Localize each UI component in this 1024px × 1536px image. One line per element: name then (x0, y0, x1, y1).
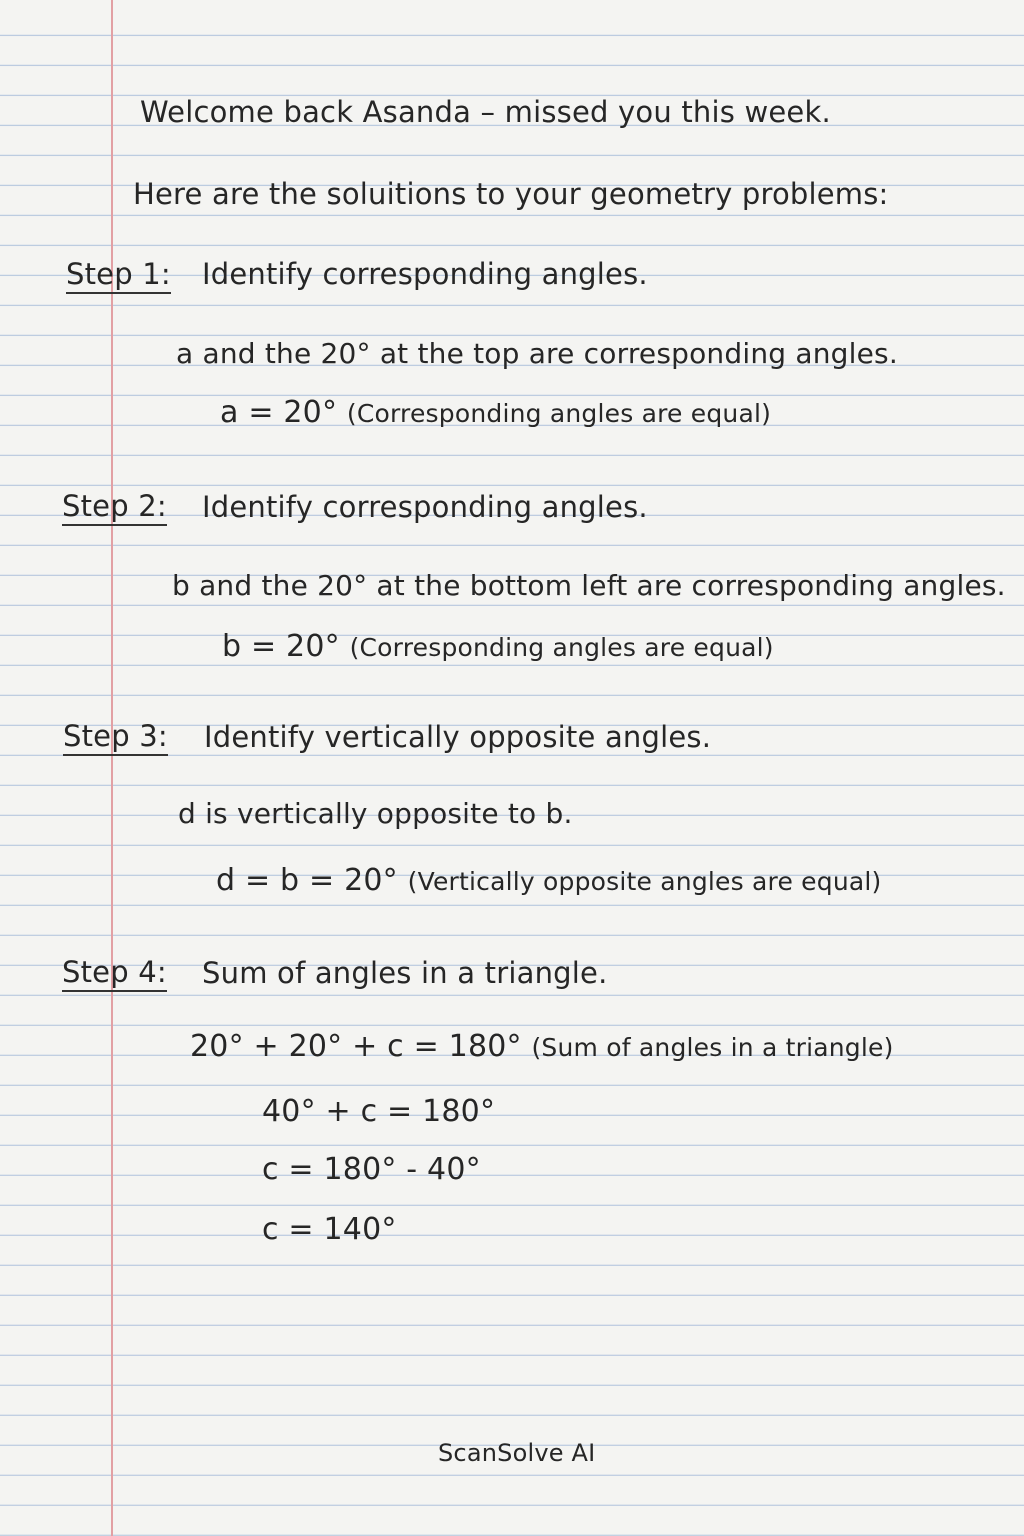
step-3-line-1: d is vertically opposite to b. (178, 797, 573, 830)
step-4-equation-2: 40° + c = 180° (262, 1094, 496, 1129)
step-2-title: Identify corresponding angles. (202, 490, 648, 524)
step-4-equation-4: c = 140° (262, 1212, 397, 1247)
notebook-margin-line (111, 0, 113, 1536)
step-4-equation-3: c = 180° - 40° (262, 1152, 481, 1187)
step-3-equation: d = b = 20° (Vertically opposite angles are equal) (216, 863, 882, 898)
step-2-line-1: b and the 20° at the bottom left are corresponding angles. (172, 569, 1006, 602)
step-1-line-1: a and the 20° at the top are corresponding angles. (176, 337, 898, 370)
step-1-title: Identify corresponding angles. (202, 257, 648, 291)
step-3-title: Identify vertically opposite angles. (204, 720, 712, 754)
step-4-label: Step 4: (62, 958, 167, 992)
step-1-equation: a = 20° (Corresponding angles are equal) (220, 395, 772, 430)
step-4-equation-1: 20° + 20° + c = 180° (Sum of angles in a triangle) (190, 1029, 894, 1064)
step-4-title: Sum of angles in a triangle. (202, 956, 608, 990)
step-2-equation: b = 20° (Corresponding angles are equal) (222, 629, 774, 664)
step-3-label: Step 3: (63, 722, 168, 756)
step-2-label: Step 2: (62, 492, 167, 526)
step-1-label: Step 1: (66, 260, 171, 294)
intro-text: Here are the soluitions to your geometry problems: (133, 177, 889, 211)
scansolve-brand: ScanSolve AI (438, 1439, 596, 1467)
greeting: Welcome back Asanda – missed you this week. (140, 95, 831, 129)
